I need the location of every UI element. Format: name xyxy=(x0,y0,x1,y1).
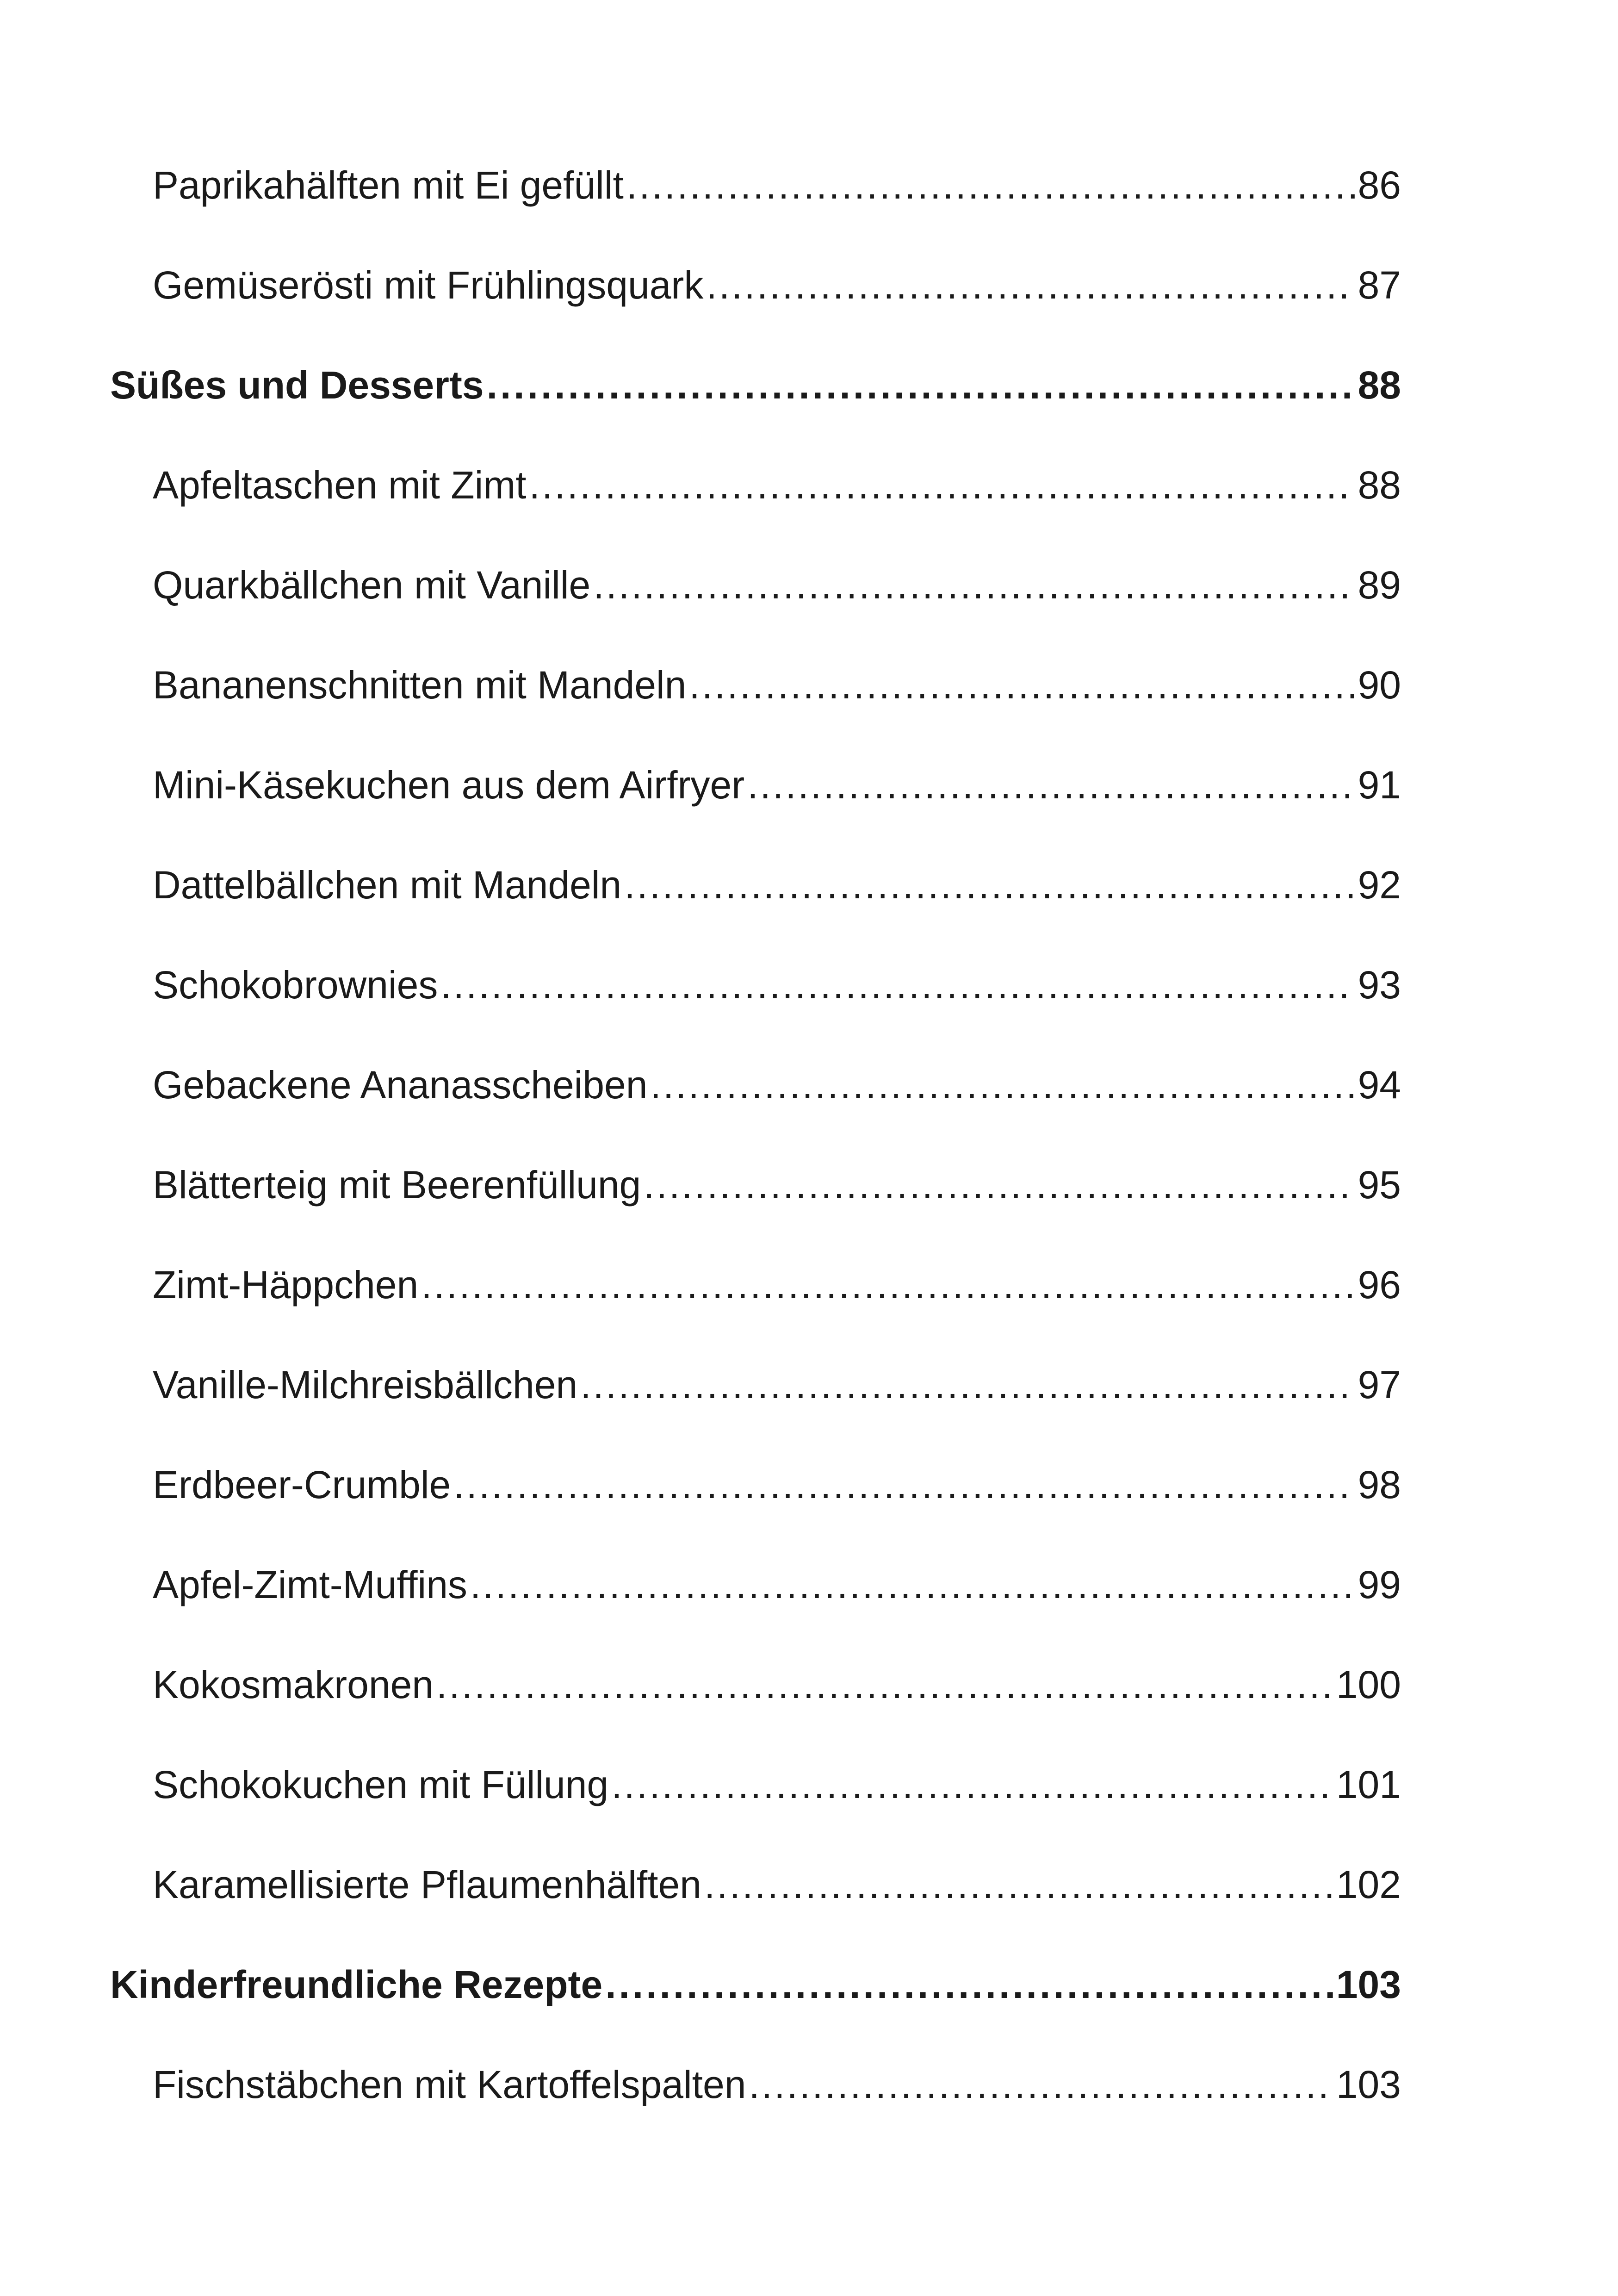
toc-entry-title: Karamellisierte Pflaumenhälften xyxy=(153,1863,701,1906)
dot-leader xyxy=(624,857,1355,913)
toc-entry-page: 100 xyxy=(1336,1663,1401,1706)
dot-leader xyxy=(704,1857,1333,1912)
toc-entry[interactable] xyxy=(110,457,1401,513)
toc-entry-title: Schokokuchen mit Füllung xyxy=(153,1763,609,1806)
dot-leader xyxy=(650,1057,1355,1113)
toc-section[interactable] xyxy=(110,1957,1401,2012)
toc-entry[interactable] xyxy=(110,957,1401,1013)
dot-leader xyxy=(689,657,1355,713)
toc-section-page: 88 xyxy=(1358,363,1401,407)
toc-entry[interactable] xyxy=(110,1057,1401,1113)
dot-leader xyxy=(706,257,1355,313)
toc-entry-page: 92 xyxy=(1358,863,1401,907)
toc-entry-title: Quarkbällchen mit Vanille xyxy=(153,563,591,607)
dot-leader xyxy=(593,557,1355,613)
toc-entry[interactable] xyxy=(110,1157,1401,1213)
toc-entry[interactable] xyxy=(110,2057,1401,2112)
toc-entry-page: 91 xyxy=(1358,763,1401,807)
dot-leader xyxy=(747,757,1355,813)
dot-leader xyxy=(440,957,1355,1013)
dot-leader xyxy=(487,357,1355,413)
toc-entry-title: Apfeltaschen mit Zimt xyxy=(153,463,527,507)
toc-entry[interactable] xyxy=(110,557,1401,613)
toc-entry[interactable] xyxy=(110,1657,1401,1712)
toc-entry-title: Mini-Käsekuchen aus dem Airfryer xyxy=(153,763,745,807)
toc-entry-title: Gemüserösti mit Frühlingsquark xyxy=(153,263,704,307)
dot-leader xyxy=(626,157,1355,213)
toc-entry-page: 86 xyxy=(1358,163,1401,207)
toc-entry-title: Fischstäbchen mit Kartoffelspalten xyxy=(153,2063,746,2106)
toc-entry-page: 98 xyxy=(1358,1463,1401,1506)
toc-entry[interactable] xyxy=(110,757,1401,813)
dot-leader xyxy=(611,1757,1333,1812)
toc-entry-page: 93 xyxy=(1358,963,1401,1007)
toc-entry[interactable] xyxy=(110,1257,1401,1313)
toc-entry-title: Paprikahälften mit Ei gefüllt xyxy=(153,163,624,207)
toc-section-title: Süßes und Desserts xyxy=(110,363,484,407)
toc-entry-title: Blätterteig mit Beerenfüllung xyxy=(153,1163,641,1207)
toc-entry[interactable] xyxy=(110,1357,1401,1412)
toc-entry-page: 87 xyxy=(1358,263,1401,307)
dot-leader xyxy=(453,1457,1355,1512)
toc-entry-page: 99 xyxy=(1358,1563,1401,1606)
dot-leader xyxy=(436,1657,1333,1712)
toc-section-page: 103 xyxy=(1336,1963,1401,2006)
toc-entry-title: Dattelbällchen mit Mandeln xyxy=(153,863,622,907)
toc-entry-title: Gebackene Ananasscheiben xyxy=(153,1063,648,1107)
toc-entry-page: 96 xyxy=(1358,1263,1401,1307)
toc-entry-page: 103 xyxy=(1336,2063,1401,2106)
toc-entry[interactable] xyxy=(110,257,1401,313)
toc-entry-title: Vanille-Milchreisbällchen xyxy=(153,1363,578,1406)
dot-leader xyxy=(580,1357,1355,1412)
toc-entry[interactable] xyxy=(110,1457,1401,1512)
toc-entry[interactable] xyxy=(110,1757,1401,1812)
toc-entry-title: Schokobrownies xyxy=(153,963,438,1007)
toc-section-title: Kinderfreundliche Rezepte xyxy=(110,1963,603,2006)
toc-entry-page: 90 xyxy=(1358,663,1401,707)
dot-leader xyxy=(605,1957,1333,2012)
dot-leader xyxy=(749,2057,1333,2112)
toc-entry-title: Kokosmakronen xyxy=(153,1663,434,1706)
toc-entry[interactable] xyxy=(110,1857,1401,1912)
toc-entry-page: 95 xyxy=(1358,1163,1401,1207)
toc-entry[interactable] xyxy=(110,1557,1401,1612)
toc-entry-page: 97 xyxy=(1358,1363,1401,1406)
toc-entry-title: Apfel-Zimt-Muffins xyxy=(153,1563,467,1606)
dot-leader xyxy=(529,457,1355,513)
toc-entry-page: 89 xyxy=(1358,563,1401,607)
toc-entry-title: Bananenschnitten mit Mandeln xyxy=(153,663,687,707)
toc-section[interactable] xyxy=(110,357,1401,413)
toc-entry[interactable] xyxy=(110,657,1401,713)
dot-leader xyxy=(644,1157,1355,1213)
dot-leader xyxy=(470,1557,1355,1612)
toc-entry-page: 101 xyxy=(1336,1763,1401,1806)
toc-entry-title: Zimt-Häppchen xyxy=(153,1263,419,1307)
toc-entry-page: 94 xyxy=(1358,1063,1401,1107)
toc-entry[interactable] xyxy=(110,857,1401,913)
toc-entry-title: Erdbeer-Crumble xyxy=(153,1463,451,1506)
toc-entry[interactable] xyxy=(110,157,1401,213)
dot-leader xyxy=(421,1257,1355,1313)
toc-entry-page: 88 xyxy=(1358,463,1401,507)
toc-entry-page: 102 xyxy=(1336,1863,1401,1906)
